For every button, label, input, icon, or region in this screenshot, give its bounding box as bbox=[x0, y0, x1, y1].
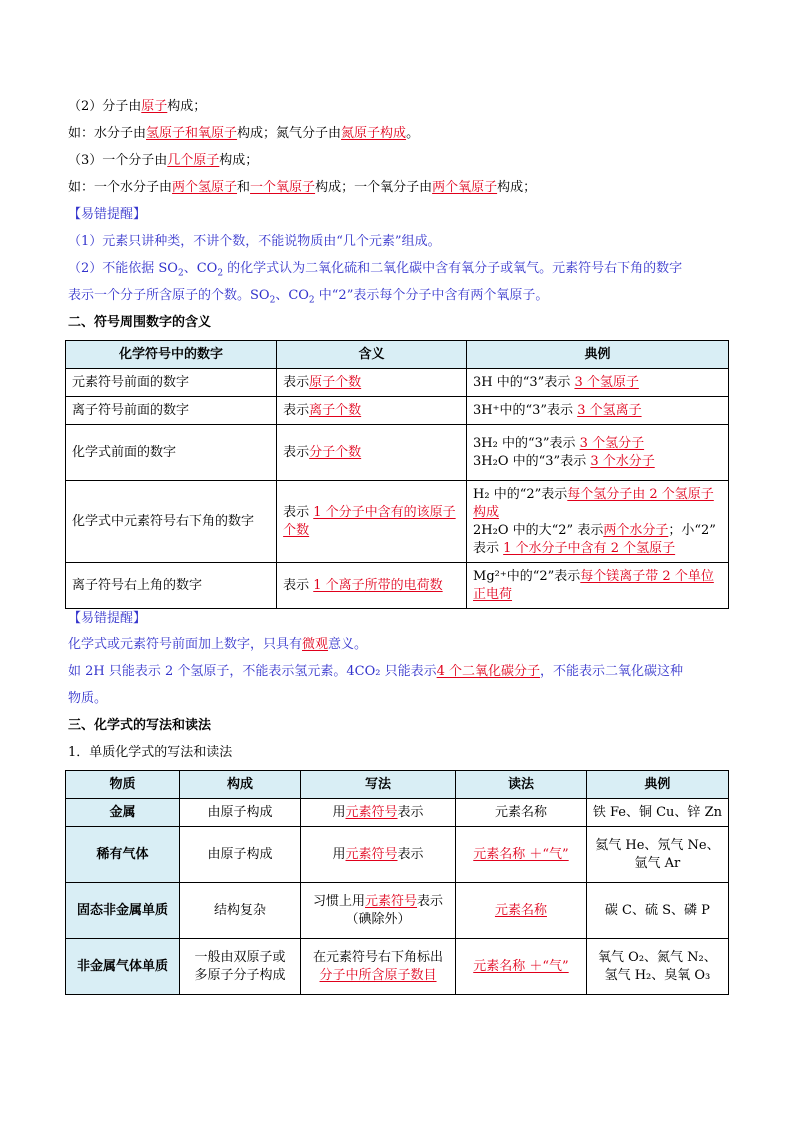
intro-line-3: （3）一个分子由几个原子构成； bbox=[68, 153, 259, 168]
answer-blank: 一个氧原子 bbox=[250, 180, 316, 195]
table-row: 元素符号前面的数字 表示原子个数 3H 中的“3”表示 3 个氢原子 bbox=[66, 369, 729, 397]
tip-paragraph-2: 如 2H 只能表示 2 个氢原子，不能表示氢元素。4CO₂ 只能表示4 个二氧化碳分子，不能表示二氧化碳这种 bbox=[68, 664, 684, 679]
tip-heading: 【易错提醒】 bbox=[68, 207, 147, 222]
table-row: 化学式中元素符号右下角的数字 表示 1 个分子中含有的该原子个数 H₂ 中的“2”表示每个氢分子由 2 个氢原子构成 2H₂O 中的大“2” 表示两个水分子；小“2” 表示 1 个水分子中含有 2 个氢原子 bbox=[66, 481, 729, 563]
answer-blank: 两个氢原子 bbox=[172, 180, 238, 195]
answer-blank: 原子 bbox=[141, 99, 168, 114]
tip-paragraph-3: 表示一个分子所含原子的个数。$SO_2$、$CO_2$ 中“2”表示每个分子中含有两个氧原子。 bbox=[68, 288, 549, 306]
table-row: 非金属气体单质 一般由双原子或 多原子分子构成 在元素符号右下角标出 分子中所含原子数目 元素名称 ＋“气” 氧气 O₂、氮气 N₂、 氢气 H₂、臭氧 O₃ bbox=[66, 939, 729, 995]
number-meaning-table bbox=[65, 340, 729, 609]
intro-line-2: 如：水分子由氢原子和氧原子构成；氮气分子由氮原子构成。 bbox=[68, 126, 420, 141]
column-header: 典例 bbox=[467, 341, 729, 369]
intro-line-1: （2）分子由原子构成； bbox=[68, 99, 207, 114]
answer-blank: 几个原子 bbox=[167, 153, 220, 168]
column-header: 读法 bbox=[456, 771, 587, 799]
tip-heading: 【易错提醒】 bbox=[68, 611, 147, 626]
table-row: 固态非金属单质 结构复杂 习惯上用元素符号表示 （碘除外） 元素名称 碳 C、硫 S、磷 P bbox=[66, 883, 729, 939]
tip-paragraph-1: 化学式或元素符号前面加上数字，只具有微观意义。 bbox=[68, 637, 368, 652]
answer-blank: 两个氧原子 bbox=[432, 180, 498, 195]
answer-blank: 氢原子和氧原子 bbox=[146, 126, 238, 141]
column-header: 物质 bbox=[66, 771, 180, 799]
column-header: 化学符号中的数字 bbox=[66, 341, 277, 369]
table-row: 稀有气体 由原子构成 用元素符号表示 元素名称 ＋“气” 氦气 He、氖气 Ne、 氩气 Ar bbox=[66, 827, 729, 883]
section-title: 二、符号周围数字的含义 bbox=[68, 315, 212, 330]
table-row: 离子符号右上角的数字 表示 1 个离子所带的电荷数 Mg²⁺中的“2”表示每个镁离子带 2 个单位正电荷 bbox=[66, 563, 729, 609]
table-row: 离子符号前面的数字 表示离子个数 3H⁺中的“3”表示 3 个氢离子 bbox=[66, 397, 729, 425]
column-header: 含义 bbox=[277, 341, 467, 369]
subsection-title: 1．单质化学式的写法和读法 bbox=[68, 745, 233, 760]
column-header: 构成 bbox=[180, 771, 301, 799]
tip-paragraph-2: （2）不能依据 $SO_2$、$CO_2$ 的化学式认为二氧化硫和二氧化碳中含有氧分子或氧气。元素符号右下角的数字 bbox=[68, 261, 683, 279]
table-header-row bbox=[66, 771, 729, 799]
column-header: 写法 bbox=[300, 771, 455, 799]
table-row: 金属 由原子构成 用元素符号表示 元素名称 铁 Fe、铜 Cu、锌 Zn bbox=[66, 799, 729, 827]
table-row: 化学式前面的数字 表示分子个数 3H₂ 中的“3”表示 3 个氢分子 3H₂O 中的“3”表示 3 个水分子 bbox=[66, 425, 729, 481]
table-header-row bbox=[66, 341, 729, 369]
section-title: 三、化学式的写法和读法 bbox=[68, 718, 212, 733]
tip-paragraph-1: （1）元素只讲种类，不讲个数，不能说物质由“几个元素”组成。 bbox=[68, 234, 441, 249]
tip-paragraph-3: 物质。 bbox=[68, 691, 108, 706]
answer-blank: 氮原子构成 bbox=[341, 126, 407, 141]
column-header: 典例 bbox=[586, 771, 728, 799]
intro-line-4: 如：一个水分子由两个氢原子和一个氧原子构成；一个氧分子由两个氧原子构成； bbox=[68, 180, 537, 195]
formula-table bbox=[65, 770, 729, 995]
